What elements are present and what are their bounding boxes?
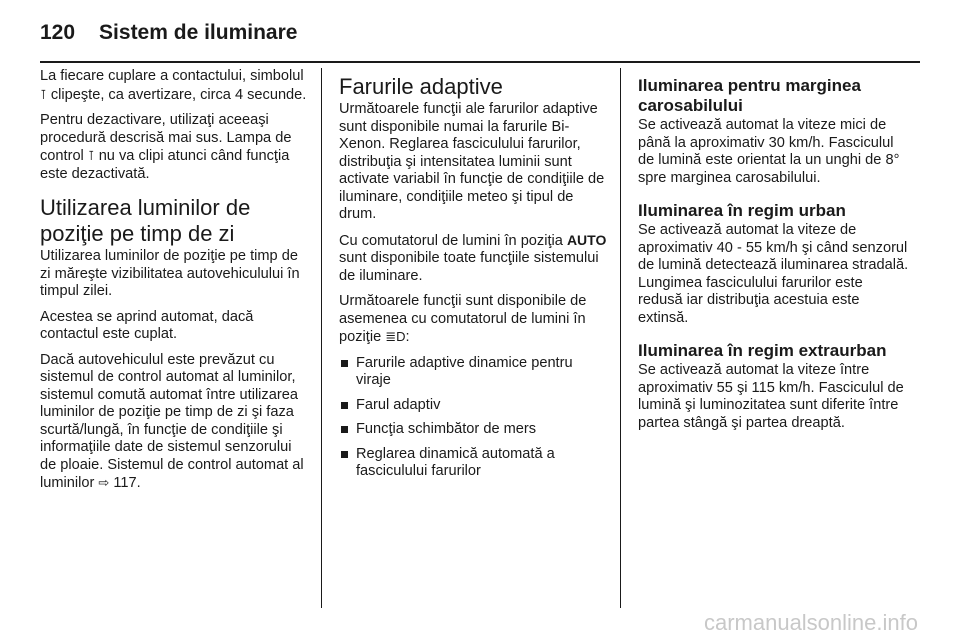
list-item: Farul adaptiv xyxy=(339,397,607,415)
column-2 xyxy=(339,68,607,488)
watermark: carmanualsonline.info xyxy=(703,610,918,635)
heading-road-margin: Iluminarea pentru marginea carosabilului xyxy=(638,76,861,115)
page-header xyxy=(40,16,297,50)
column-3 xyxy=(638,68,910,440)
bullet-icon xyxy=(341,451,348,458)
heading-daytime-lights: Utilizarea luminilor de poziţie pe timp de zi xyxy=(40,195,251,246)
paragraph-adaptive-3: Următoarele funcţii sunt disponibile de asemenea cu comutatorul de lumini în poziţie ≣D: xyxy=(339,293,587,345)
paragraph-daytime-2: Acestea se aprind automat, dacă contactul este cuplat. xyxy=(40,308,254,342)
page-number: 120 xyxy=(40,21,76,44)
paragraph-extraurban: Se activează automat la viteze între aproximativ 55 şi 115 km/h. Fasciculul de lumină şi luminozitatea sunt diferite între partea stângă şi partea dreaptă. xyxy=(638,362,904,431)
column-divider-2 xyxy=(620,68,621,608)
list-item: Funcţia schimbător de mers xyxy=(339,421,607,439)
paragraph-daytime-1: Utilizarea luminilor de poziţie pe timp de zi măreşte vizibilitatea autovehiculului în timpul zilei. xyxy=(40,248,300,299)
heading-urban: Iluminarea în regim urban xyxy=(638,201,846,220)
paragraph-adaptive-1: Următoarele funcţii ale farurilor adaptive sunt disponibile numai la farurile Bi-Xenon. Reglarea fasciculului farurilor, distribuţia şi intensitatea luminii sunt activate variabil în funcţie de condiţiile de iluminare, condiţiile meteo şi tipul de drum. xyxy=(339,101,605,222)
paragraph-urban: Se activează automat la viteze de aproximativ 40 - 55 km/h şi când senzorul de lumină detectează iluminarea stradală. Lungimea fasciculului farurilor este redusă iar distribuţia acestuia este extinsă. xyxy=(638,222,909,326)
page-title: Sistem de iluminare xyxy=(99,21,298,44)
paragraph-adaptive-2: Cu comutatorul de lumini în poziţia AUTO sunt disponibile toate funcţiile sistemului de iluminare. xyxy=(339,231,607,284)
low-beam-icon: ≣D xyxy=(385,329,406,344)
bullet-icon xyxy=(341,360,348,367)
list-item: Farurile adaptive dinamice pentru viraje xyxy=(339,355,607,390)
header-rule xyxy=(40,61,920,63)
page-reference-icon: ⇨ xyxy=(98,475,110,490)
heading-extraurban: Iluminarea în regim extraurban xyxy=(638,341,887,360)
paragraph-daytime-3: Dacă autovehiculul este prevăzut cu sistemul de control automat al luminilor, sistemul comută automat între utilizarea luminilor de poziţie pe timp de zi şi faza scurtă/lungă, în funcţie de condiţiile şi informaţiile date de sistemul senzorului de ploaie. Sistemul de control automat al luminilor ⇨ 117. xyxy=(40,351,304,491)
daytime-light-icon: ⊺ xyxy=(40,86,47,102)
adaptive-functions-list xyxy=(339,355,607,481)
heading-adaptive-headlights: Farurile adaptive xyxy=(339,74,503,99)
column-divider-1 xyxy=(321,68,322,608)
control-lamp-icon: ⊺ xyxy=(87,148,95,163)
list-item: Reglarea dinamică automată a fasciculului farurilor xyxy=(339,446,607,481)
bullet-icon xyxy=(341,402,348,409)
paragraph-deactivate: Pentru dezactivare, utilizaţi aceeaşi procedură descrisă mai sus. Lampa de control ⊺ nu va clipi atunci când funcţia este dezactivată. xyxy=(40,112,292,182)
paragraph-road-margin: Se activează automat la viteze mici de până la aproximativ 30 km/h. Fasciculul de lumină este orientat la un unghi de 8° spre marginea carosabilului. xyxy=(638,117,900,186)
auto-label: AUTO xyxy=(566,231,607,248)
page-reference-link[interactable]: 117. xyxy=(109,475,141,491)
bullet-icon xyxy=(341,426,348,433)
column-1 xyxy=(40,68,310,501)
paragraph-warning: La fiecare cuplare a contactului, simbolul ⊺ clipeşte, ca avertizare, circa 4 secunde. xyxy=(40,68,307,103)
